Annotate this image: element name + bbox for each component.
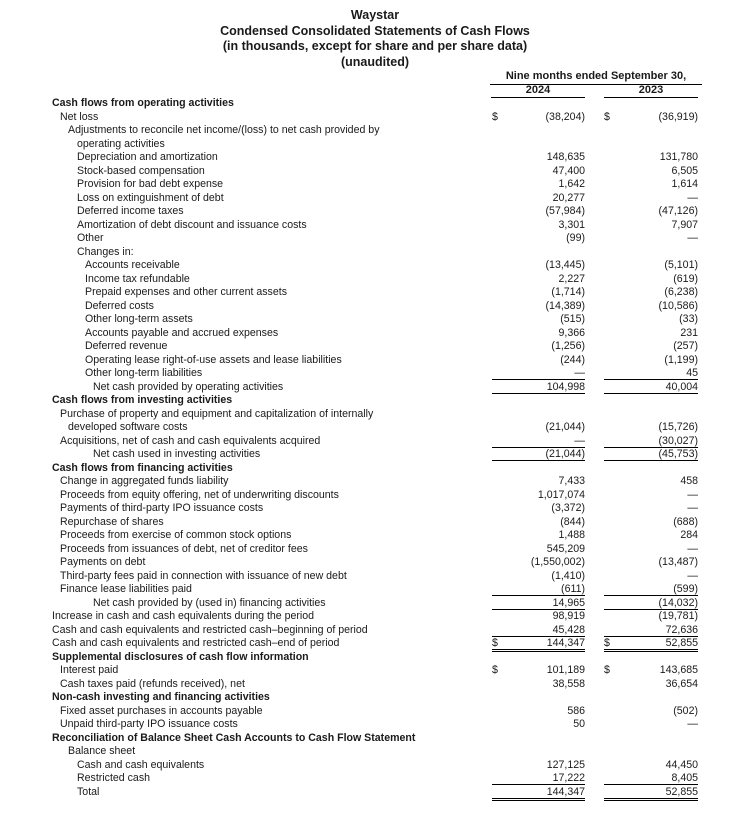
- table-row: [0, 502, 750, 516]
- table-row: [0, 759, 750, 773]
- value-2023: 1,614: [671, 178, 698, 190]
- table-row: [0, 151, 750, 165]
- statement-subtitle: (in thousands, except for share and per share data): [222, 39, 528, 53]
- row-label: Net cash provided by (used in) financing activities: [93, 596, 326, 609]
- table-row: [0, 408, 750, 422]
- row-label: Unpaid third-party IPO issuance costs: [60, 718, 238, 730]
- section-heading-row: [0, 394, 750, 408]
- value-2023: (599): [604, 583, 698, 596]
- value-2024: (1,256): [551, 340, 585, 352]
- row-label: Finance lease liabilities paid: [60, 583, 192, 595]
- value-2024: (1,410): [551, 569, 585, 582]
- row-label: Operating lease right-of-use assets and lease liabilities: [85, 353, 342, 366]
- row-label: Deferred income taxes: [77, 205, 184, 217]
- table-row: [0, 570, 750, 584]
- row-label: Balance sheet: [68, 745, 136, 757]
- value-2024: (244): [560, 353, 585, 366]
- row-label: Net cash provided by operating activities: [93, 380, 284, 393]
- value-2023: (5,101): [664, 259, 698, 271]
- table-row: [0, 448, 750, 462]
- year-header-2023: 2023: [604, 84, 698, 98]
- value-2024: 3,301: [558, 218, 585, 231]
- value-2023: 40,004: [604, 381, 698, 394]
- value-2024: 586: [567, 704, 585, 717]
- value-2024: 101,189: [546, 664, 585, 676]
- value-2023: (36,919): [658, 110, 698, 123]
- table-row: [0, 192, 750, 206]
- row-label: Income tax refundable: [85, 272, 190, 285]
- row-label: Cash taxes paid (refunds received), net: [60, 677, 245, 690]
- value-2024: 45,428: [492, 624, 585, 637]
- row-label: operating activities: [77, 137, 165, 150]
- row-label: Acquisitions, net of cash and cash equivalents acquired: [60, 434, 321, 447]
- value-2024: (1,550,002): [530, 556, 585, 568]
- value-2024: 1,017,074: [537, 488, 585, 501]
- value-2024: (57,984): [545, 205, 585, 217]
- company-name: Waystar: [350, 8, 400, 22]
- value-2023: (6,238): [664, 286, 698, 298]
- row-label: Cash flows from financing activities: [52, 461, 233, 474]
- table-row: [0, 178, 750, 192]
- table-row: [0, 286, 750, 300]
- value-2024: (14,389): [545, 299, 585, 312]
- section-heading-row: [0, 732, 750, 746]
- value-2023: (1,199): [664, 353, 698, 366]
- table-row: [0, 705, 750, 719]
- row-label: Loss on extinguishment of debt: [77, 191, 224, 204]
- value-2023: (30,027): [604, 435, 698, 448]
- row-label: Deferred revenue: [85, 340, 168, 352]
- value-2024: 104,998: [492, 381, 585, 394]
- table-row: [0, 489, 750, 503]
- value-2023: (688): [673, 515, 698, 528]
- row-label: Cash flows from investing activities: [52, 394, 233, 406]
- row-label: Cash and cash equivalents and restricted cash–beginning of period: [52, 623, 368, 636]
- row-label: Interest paid: [60, 664, 119, 676]
- table-row: [0, 664, 750, 678]
- table-row: [0, 300, 750, 314]
- table-row: [0, 624, 750, 638]
- value-2023: —: [687, 488, 698, 501]
- value-2023: —: [687, 232, 698, 244]
- table-row: [0, 543, 750, 557]
- value-2024: (21,044): [545, 421, 585, 433]
- value-2024: (13,445): [545, 259, 585, 271]
- value-2023: —: [687, 502, 698, 514]
- row-label: Net loss: [60, 110, 99, 123]
- currency-symbol: $: [492, 110, 498, 123]
- table-row: [0, 435, 750, 449]
- table-row: [0, 597, 750, 611]
- row-label: Change in aggregated funds liability: [60, 475, 229, 487]
- value-2023: (257): [673, 340, 698, 352]
- value-2023: (45,753): [604, 448, 698, 461]
- row-label: Deferred costs: [85, 299, 154, 312]
- value-2023: 52,855: [604, 637, 698, 652]
- table-row: [0, 678, 750, 692]
- row-label: Adjustments to reconcile net income/(loss) to net cash provided by: [68, 124, 380, 136]
- report-header: [0, 8, 750, 70]
- value-2024: 17,222: [492, 772, 585, 785]
- value-2023: 44,450: [665, 758, 698, 771]
- year-header-2024: 2024: [491, 84, 585, 98]
- value-2023: 284: [680, 529, 698, 541]
- section-heading-row: [0, 651, 750, 665]
- row-label: Accounts receivable: [85, 259, 180, 271]
- row-label: Reconciliation of Balance Sheet Cash Accounts to Cash Flow Statement: [52, 731, 416, 744]
- value-2023: 52,855: [604, 786, 698, 801]
- section-heading-row: [0, 97, 750, 111]
- row-label: Amortization of debt discount and issuance costs: [77, 218, 307, 231]
- value-2024: (3,372): [551, 502, 585, 514]
- row-label: Proceeds from exercise of common stock options: [60, 529, 292, 541]
- period-header: Nine months ended September 30,: [490, 70, 702, 85]
- value-2024: 98,919: [552, 610, 585, 622]
- table-row: [0, 367, 750, 381]
- row-label: Repurchase of shares: [60, 515, 164, 528]
- value-2024: (844): [560, 515, 585, 528]
- value-2023: 36,654: [665, 677, 698, 690]
- value-2024: (38,204): [545, 110, 585, 123]
- value-2023: —: [687, 191, 698, 204]
- table-row: [0, 475, 750, 489]
- table-row: [0, 111, 750, 125]
- value-2023: 8,405: [604, 772, 698, 785]
- value-2024: —: [492, 435, 585, 448]
- row-label: Depreciation and amortization: [77, 151, 218, 163]
- cash-flow-table: [0, 97, 750, 799]
- value-2024: 38,558: [552, 677, 585, 690]
- value-2023: —: [687, 542, 698, 555]
- value-2023: (502): [673, 704, 698, 717]
- value-2024: 50: [573, 718, 585, 730]
- table-row: [0, 421, 750, 435]
- value-2023: (14,032): [604, 597, 698, 610]
- row-label: Non-cash investing and financing activities: [52, 691, 270, 703]
- row-label: Net cash used in investing activities: [93, 448, 261, 460]
- value-2023: (33): [679, 313, 698, 325]
- row-label: Other long-term assets: [85, 313, 193, 325]
- statement-title: Condensed Consolidated Statements of Cash Flows: [220, 23, 530, 38]
- value-2024: 14,965: [492, 597, 585, 610]
- value-2024: 9,366: [558, 326, 585, 339]
- value-2024: (99): [566, 232, 585, 244]
- row-label: developed software costs: [68, 421, 188, 433]
- value-2023: (47,126): [658, 205, 698, 217]
- value-2024: 1,642: [558, 178, 585, 190]
- value-2024: 47,400: [552, 164, 585, 177]
- table-row: [0, 516, 750, 530]
- value-2023: —: [687, 718, 698, 730]
- table-row: [0, 246, 750, 260]
- value-2024: 144,347: [492, 786, 585, 801]
- row-label: Purchase of property and equipment and capitalization of internally: [60, 407, 374, 420]
- section-heading-row: [0, 462, 750, 476]
- value-2023: 45: [604, 367, 698, 380]
- table-row: [0, 772, 750, 786]
- value-2023: 6,505: [671, 164, 698, 177]
- row-label: Proceeds from equity offering, net of underwriting discounts: [60, 488, 339, 501]
- row-label: Cash and cash equivalents and restricted cash–end of period: [52, 637, 340, 649]
- table-row: [0, 273, 750, 287]
- row-label: Restricted cash: [77, 772, 151, 784]
- row-label: Other long-term liabilities: [85, 367, 203, 379]
- value-2024: 144,347: [492, 637, 585, 652]
- value-2024: 2,227: [558, 272, 585, 285]
- value-2023: 131,780: [659, 151, 698, 163]
- value-2023: (19,781): [658, 610, 698, 622]
- value-2023: 458: [680, 475, 698, 487]
- row-label: Other: [77, 232, 104, 244]
- row-label: Increase in cash and cash equivalents during the period: [52, 610, 315, 622]
- table-row: [0, 124, 750, 138]
- row-label: Stock-based compensation: [77, 164, 205, 177]
- value-2023: (619): [673, 272, 698, 285]
- row-label: Fixed asset purchases in accounts payable: [60, 704, 263, 717]
- table-row: [0, 556, 750, 570]
- row-label: Proceeds from issuances of debt, net of creditor fees: [60, 542, 308, 555]
- value-2024: 1,488: [558, 529, 585, 541]
- table-row: [0, 718, 750, 732]
- table-row: [0, 583, 750, 597]
- currency-symbol: $: [604, 664, 610, 676]
- table-row: [0, 529, 750, 543]
- row-label: Prepaid expenses and other current assets: [85, 286, 287, 298]
- table-row: [0, 786, 750, 800]
- table-row: [0, 610, 750, 624]
- row-label: Cash and cash equivalents: [77, 758, 205, 771]
- table-row: [0, 327, 750, 341]
- value-2023: —: [687, 569, 698, 582]
- unaudited-note: (unaudited): [340, 54, 410, 69]
- row-label: Payments on debt: [60, 556, 146, 568]
- value-2024: 148,635: [546, 151, 585, 163]
- value-2024: (611): [492, 583, 585, 596]
- table-row: [0, 219, 750, 233]
- row-label: Total: [77, 785, 100, 798]
- row-label: Third-party fees paid in connection with issuance of new debt: [60, 569, 347, 582]
- value-2023: 72,636: [604, 624, 698, 637]
- value-2024: 20,277: [552, 191, 585, 204]
- table-row: [0, 259, 750, 273]
- table-row: [0, 138, 750, 152]
- currency-symbol: $: [492, 664, 498, 676]
- section-heading-row: [0, 691, 750, 705]
- value-2023: (13,487): [658, 556, 698, 568]
- table-row: [0, 381, 750, 395]
- value-2023: (10,586): [658, 299, 698, 312]
- value-2024: 7,433: [558, 475, 585, 487]
- value-2024: 545,209: [546, 542, 585, 555]
- row-label: Payments of third-party IPO issuance costs: [60, 502, 264, 514]
- value-2024: (1,714): [551, 286, 585, 298]
- table-row: [0, 354, 750, 368]
- table-row: [0, 165, 750, 179]
- table-row: [0, 637, 750, 651]
- value-2024: (21,044): [492, 448, 585, 461]
- row-label: Supplemental disclosures of cash flow information: [52, 650, 309, 663]
- value-2023: (15,726): [658, 421, 698, 433]
- table-row: [0, 313, 750, 327]
- row-label: Provision for bad debt expense: [77, 178, 224, 190]
- value-2024: 127,125: [546, 758, 585, 771]
- value-2023: 7,907: [671, 218, 698, 231]
- value-2024: (515): [560, 313, 585, 325]
- table-row: [0, 745, 750, 759]
- value-2023: 231: [680, 326, 698, 339]
- table-row: [0, 340, 750, 354]
- row-label: Cash flows from operating activities: [52, 97, 234, 109]
- row-label: Changes in:: [77, 245, 134, 258]
- currency-symbol: $: [492, 637, 498, 649]
- currency-symbol: $: [604, 110, 610, 123]
- value-2024: —: [492, 367, 585, 380]
- currency-symbol: $: [604, 637, 610, 649]
- row-label: Accounts payable and accrued expenses: [85, 326, 279, 339]
- table-row: [0, 205, 750, 219]
- table-row: [0, 232, 750, 246]
- value-2023: 143,685: [659, 664, 698, 676]
